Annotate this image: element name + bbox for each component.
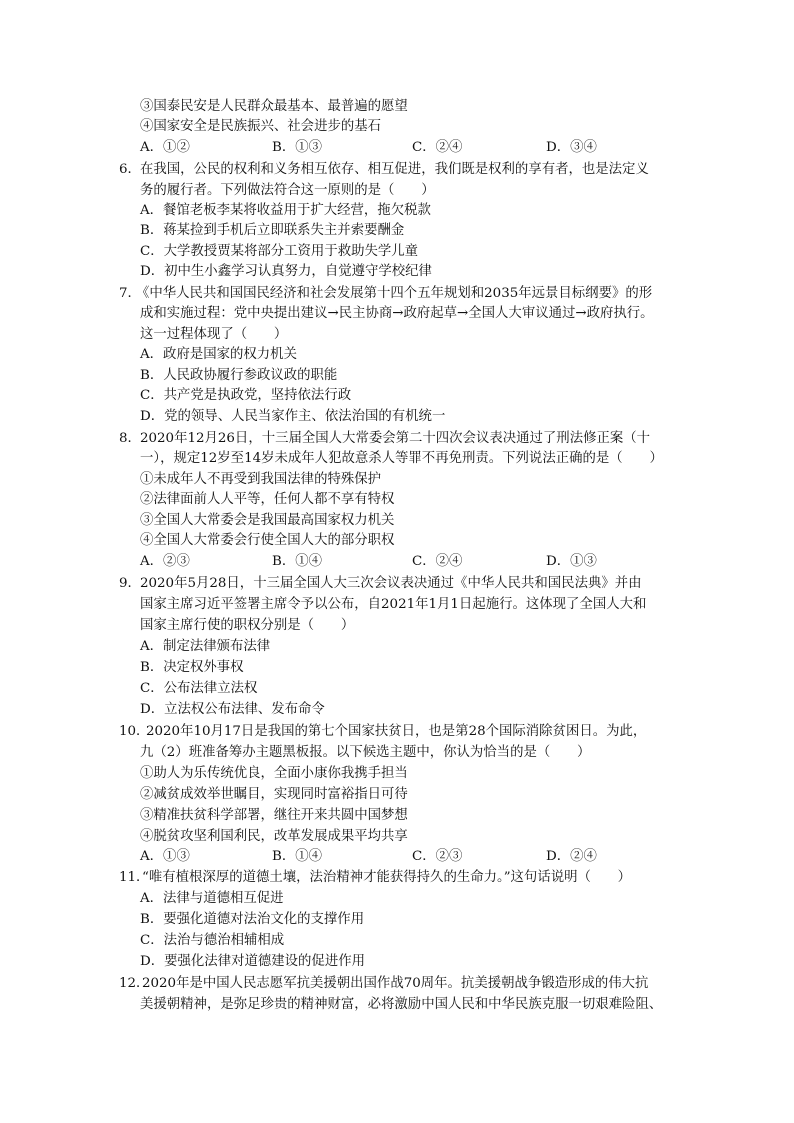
q12-stem-line-1: 2020年是中国人民志愿军抗美援朝出国作战70周年。抗美援朝战争锻造形成的伟大抗 (142, 976, 649, 991)
q6-stem-line-1: 在我国，公民的权利和义务相互依存、相互促进，我们既是权利的享有者，也是法定义 (140, 162, 649, 177)
q7-option-d: D．党的领导、人民当家作主、依法治国的有机统一 (140, 409, 446, 424)
q5-option-a: A．①② (140, 140, 190, 155)
q9-option-d: D．立法权公布法律、发布命令 (140, 702, 325, 717)
q10-stem-line-1: 2020年10月17日是我国的第七个国家扶贫日，也是第28个国际消除贫困日。为此， (146, 724, 647, 739)
q5-statement-3: ③国泰民安是人民群众最基本、最普遍的愿望 (140, 99, 408, 114)
q7-number: 7． (119, 286, 141, 301)
q10-option-c: C．②③ (412, 849, 463, 864)
q11-number: 11． (119, 870, 150, 885)
q10-stem-line-2: 九（2）班准备筹办主题黑板报。以下候选主题中，你认为恰当的是（ ） (140, 745, 591, 760)
q8-number: 8． (119, 431, 141, 446)
q12-stem-line-2: 美援朝精神，是弥足珍贵的精神财富，必将激励中国人民和中华民族克服一切艰难险阻、 (140, 997, 663, 1012)
q10-option-a: A．①③ (140, 849, 190, 864)
q8-option-b: B．①④ (272, 554, 323, 569)
q8-statement-3: ③全国人大常委会是我国最高国家权力机关 (140, 513, 395, 528)
q8-statement-2: ②法律面前人人平等，任何人都不享有特权 (140, 492, 395, 507)
q11-option-d: D．要强化法律对道德建设的促进作用 (140, 954, 365, 969)
q10-statement-2: ②减贫成效举世瞩目，实现同时富裕指日可待 (140, 787, 408, 802)
q8-statement-4: ④全国人大常委会行使全国人大的部分职权 (140, 533, 395, 548)
q5-option-d: D．③④ (546, 140, 597, 155)
q10-option-d: D．②④ (546, 849, 597, 864)
q11-option-b: B．要强化道德对法治文化的支撑作用 (140, 912, 365, 927)
q12-number: 12． (119, 976, 150, 991)
q6-option-a: A．餐馆老板李某将收益用于扩大经营，拖欠税款 (140, 203, 431, 218)
q9-option-b: B．决定权外事权 (140, 660, 244, 675)
q9-stem-line-2: 国家主席习近平签署主席令予以公布，自2021年1月1日起施行。这体现了全国人大和 (140, 597, 647, 612)
q9-stem-line-3: 国家主席行使的职权分别是（ ） (140, 618, 355, 633)
q10-number: 10． (119, 724, 150, 739)
q6-number: 6． (119, 162, 141, 177)
q11-option-a: A．法律与道德相互促进 (140, 891, 284, 906)
q5-statement-4: ④国家安全是民族振兴、社会进步的基石 (140, 119, 382, 134)
q7-stem-line-2: 成和实施过程：党中央提出建议→民主协商→政府起草→全国人大审议通过→政府执行。 (140, 306, 654, 321)
q9-stem-line-1: 2020年5月28日，十三届全国人大三次会议表决通过《中华人民共和国民法典》并由 (140, 576, 642, 591)
q9-number: 9． (119, 576, 141, 591)
q8-statement-1: ①未成年人不再受到我国法律的特殊保护 (140, 472, 382, 487)
q8-stem-line-2: 一），规定12岁至14岁未成年人犯故意杀人等罪不再免刑责。下列说法正确的是（ ） (140, 451, 663, 466)
q8-option-d: D．①③ (546, 554, 597, 569)
q7-option-a: A．政府是国家的权力机关 (140, 347, 297, 362)
q6-option-c: C．大学教授贾某将部分工资用于救助失学儿童 (140, 244, 419, 259)
q5-option-c: C．②④ (412, 140, 463, 155)
q7-option-b: B．人民政协履行参政议政的职能 (140, 368, 338, 383)
q7-stem-line-3: 这一过程体现了（ ） (140, 327, 288, 342)
q11-option-c: C．法治与德治相辅相成 (140, 933, 285, 948)
q8-stem-line-1: 2020年12月26日，十三届全国人大常委会第二十四次会议表决通过了刑法修正案（十 (140, 431, 651, 446)
q6-stem-line-2: 务的履行者。下列做法符合这一原则的是（ ） (140, 183, 435, 198)
q10-option-b: B．①④ (272, 849, 323, 864)
q11-stem-line-1: “唯有植根深厚的道德土壤，法治精神才能获得持久的生命力。”这句话说明（ ） (142, 870, 632, 885)
q10-statement-3: ③精准扶贫科学部署，继往开来共圆中国梦想 (140, 808, 408, 823)
q6-option-b: B．蒋某捡到手机后立即联系失主并索要酬金 (140, 223, 405, 238)
q6-option-d: D．初中生小鑫学习认真努力，自觉遵守学校纪律 (140, 264, 432, 279)
q10-statement-4: ④脱贫攻坚利国利民，改革发展成果平均共享 (140, 829, 408, 844)
q5-option-b: B．①③ (272, 140, 323, 155)
q7-option-c: C．共产党是执政党，坚持依法行政 (140, 388, 352, 403)
q9-option-c: C．公布法律立法权 (140, 681, 258, 696)
q9-option-a: A．制定法律颁布法律 (140, 639, 271, 654)
q8-option-a: A．②③ (140, 554, 190, 569)
q7-stem-line-1: 《中华人民共和国国民经济和社会发展第十四个五年规划和2035年远景目标纲要》的形 (136, 286, 653, 301)
q10-statement-1: ①助人为乐传统优良，全面小康你我携手担当 (140, 766, 408, 781)
q8-option-c: C．②④ (412, 554, 463, 569)
